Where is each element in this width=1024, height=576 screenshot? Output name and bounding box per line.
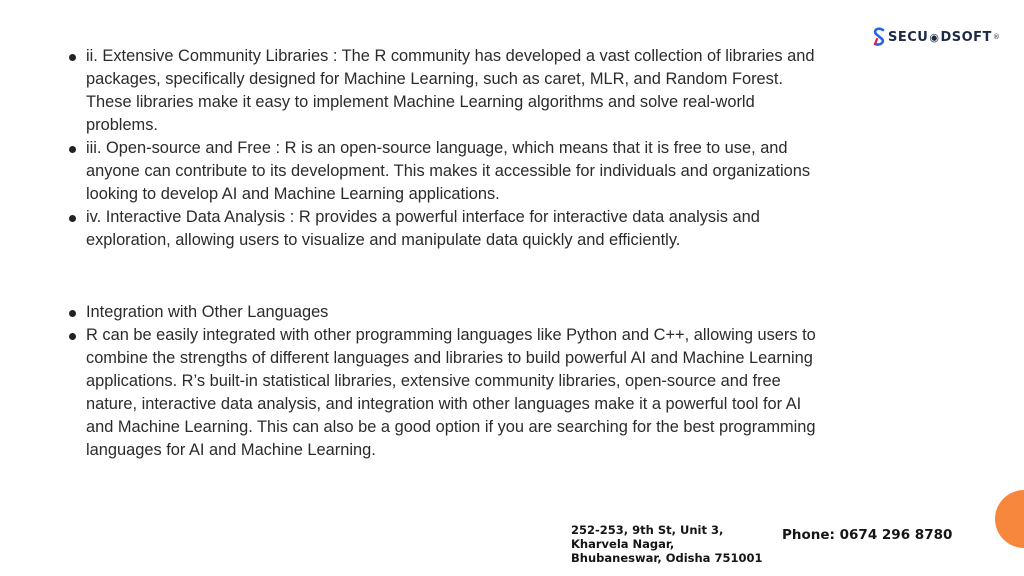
list-item: iii. Open-source and Free : R is an open-source language, which means that it is free to use, and anyone can contribute to its development. This makes it accessible for individuals and organizations looking to develop AI and Machine Learning applications. — [66, 137, 826, 206]
decorative-corner-circle — [995, 490, 1024, 548]
footer-phone: Phone: 0674 296 8780 — [782, 527, 953, 543]
logo-s-mark-icon — [872, 27, 886, 47]
list-item: ii. Extensive Community Libraries : The R community has developed a vast collection of libraries and packages, specifically designed for Machine Learning, such as caret, MLR, and Random Forest. These libraries make it easy to implement Machine Learning algorithms and solve real-world problems. — [66, 45, 826, 137]
address-line: Kharvela Nagar, — [571, 537, 675, 551]
list-item: Integration with Other Languages — [66, 301, 826, 324]
logo-wordmark — [888, 30, 1000, 45]
logo-text-right: DSOFT — [940, 29, 992, 45]
list-item: iv. Interactive Data Analysis : R provides a powerful interface for interactive data analysis and exploration, allowing users to visualize and manipulate data quickly and efficiently. — [66, 206, 826, 252]
registered-mark: ® — [992, 33, 1001, 41]
integration-list — [66, 301, 826, 462]
address-line: Bhubaneswar, Odisha 751001 — [571, 551, 763, 565]
company-logo — [872, 26, 1000, 48]
logo-text-left: SECU — [888, 29, 929, 45]
list-item: R can be easily integrated with other programming languages like Python and C++, allowing users to combine the strengths of different languages and libraries to build powerful AI and Machine Learning applications. R’s built-in statistical libraries, extensive community libraries, open-source and free nature, interactive data analysis, and integration with other languages make it a powerful tool for AI and Machine Learning. This can also be a good option if you are searching for the best programming languages for AI and Machine Learning. — [66, 324, 826, 462]
address-line: 252-253, 9th St, Unit 3, — [571, 523, 724, 537]
logo-text-mid: ◉ — [929, 30, 940, 44]
footer-address — [571, 523, 762, 565]
features-list — [66, 45, 826, 252]
